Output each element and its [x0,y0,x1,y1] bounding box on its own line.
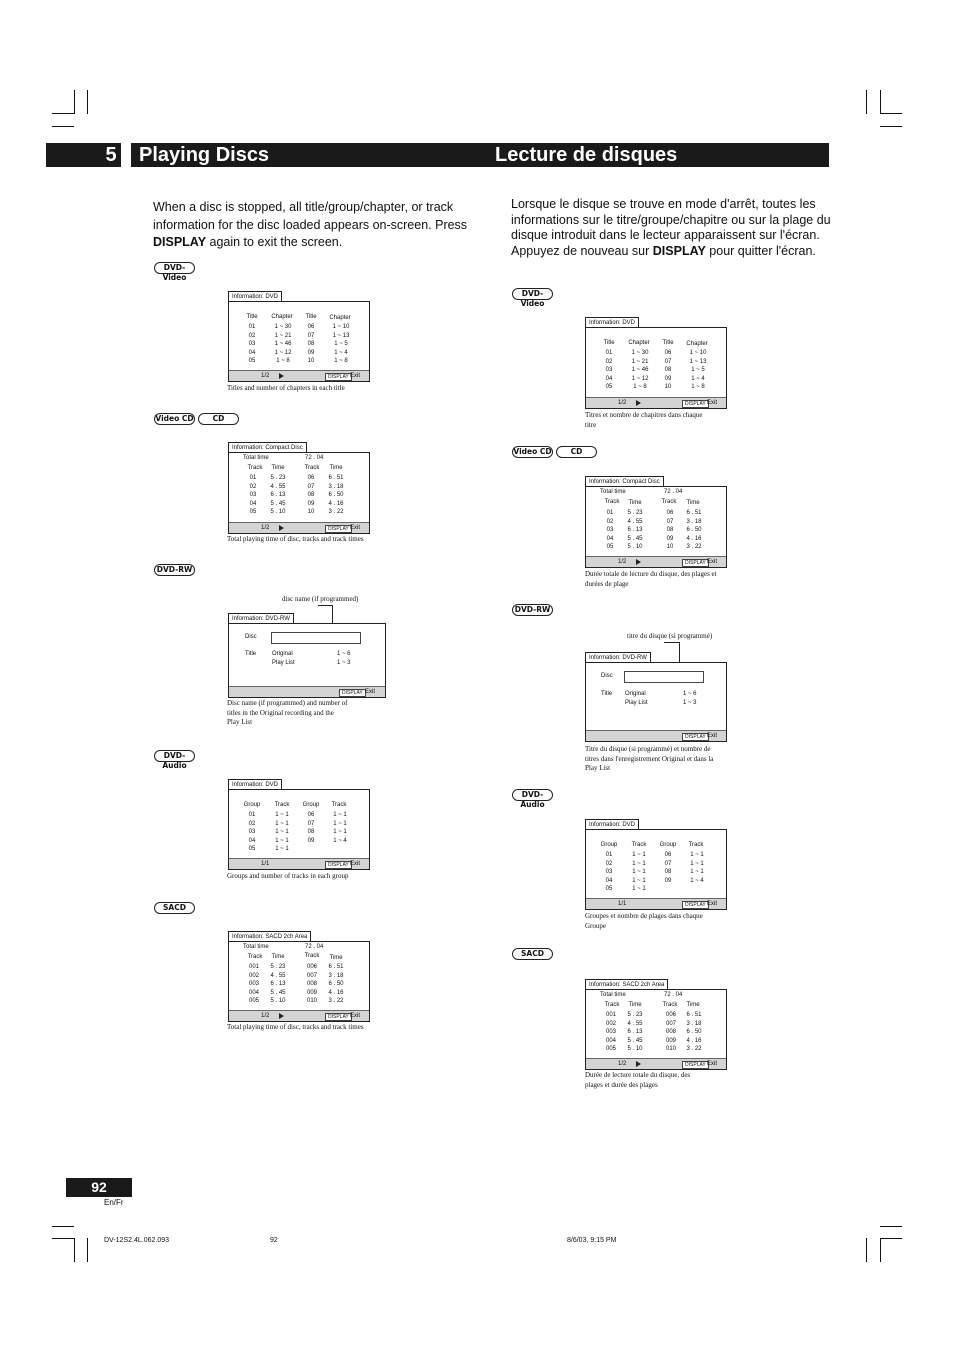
display-button-icon: DISPLAY [325,525,352,533]
crop-mark [52,126,74,127]
crop-mark [74,1238,75,1262]
caption-sacd-en: Total playing time of disc, tracks and track times [227,1023,364,1031]
display-button-icon: DISPLAY [325,373,352,381]
col-header: Group [243,802,261,808]
badge-dvd-video: DVD-Video [512,288,553,300]
col-header: Track [631,842,647,848]
badge-dvd-rw: DVD-RW [512,604,553,616]
col-header: Group [659,842,677,848]
osd-tab: Information: DVD [585,819,639,830]
print-date: 8/6/03, 9:15 PM [567,1237,617,1244]
title-rows-values: 1 ~ 6 1 ~ 3 [683,691,697,706]
col-values: 001 002 003 004 005 [248,964,259,1004]
col-header: Group [302,802,320,808]
col-values: 1 ~ 1 1 ~ 1 1 ~ 1 1 ~ 1 1 ~ 1 [275,812,289,852]
exit-label: Exit [707,733,718,739]
page-indicator: 1/2 [618,559,627,565]
disc-label: Disc [245,634,257,640]
osd-tab: Information: SACD 2ch Area [228,931,311,942]
crop-mark [866,1238,867,1262]
page-indicator: 1/1 [618,901,627,907]
col-values: 01 02 03 04 05 [248,812,256,852]
intro-text-fr: Lorsque le disque se trouve en mode d'arrêt, toutes les informations sur le titre/groupe/chapitre ou sur la plage du disque introduit dans le lecteur apparaissent sur l'écran. Appuyez de nouveau sur DISPLAY pour quitter l'écran. [511,197,831,258]
exit-label: Exit [350,373,361,379]
osd-tab: Information: DVD-RW [585,652,651,663]
col-values: 006 007 008 009 010 [665,1012,676,1052]
col-values: 06 07 08 09 10 [307,475,315,515]
section-title-en: Playing Discs [131,143,487,167]
section-title-fr: Lecture de disques [487,143,829,167]
crop-mark [52,1226,74,1227]
col-values: 06 07 08 09 10 [666,510,674,550]
col-values: 1 ~ 1 1 ~ 1 1 ~ 1 1 ~ 1 1 ~ 1 [632,852,646,892]
title-rows-labels: Original Play List [625,691,648,706]
crop-mark [52,113,74,114]
total-time-label: Total time [243,944,269,950]
header-bar-left [46,143,101,167]
display-button-icon: DISPLAY [682,1061,709,1069]
next-page-icon [636,559,641,565]
col-values: 1 ~ 30 1 ~ 21 1 ~ 46 1 ~ 12 1 ~ 8 [631,350,649,390]
col-header: Track [274,802,290,808]
osd-dvdaudio-panel [585,819,727,909]
page-indicator: 1/2 [618,400,627,406]
disc-name-field [271,632,361,644]
caption-dvd-fr: Titres et nombre de chapitres dans chaque titre [585,411,703,429]
col-header: Track [688,842,704,848]
col-header: Track [331,802,347,808]
col-header: Time [686,500,700,506]
badge-cd: CD [556,446,597,458]
crop-mark [87,1238,88,1262]
col-values: 6 . 51 3 . 18 6 . 50 4 . 16 3 . 22 [686,1012,702,1052]
osd-sacd-panel [585,979,727,1069]
col-header: Track [247,465,263,471]
col-header: Track [604,1002,620,1008]
total-time-label: Total time [243,455,269,461]
col-values: 06 07 08 09 10 [307,324,315,364]
col-header: Track [662,1002,678,1008]
col-header: Track [604,499,620,505]
col-values: 06 07 08 09 10 [664,350,672,390]
col-values: 001 002 003 004 005 [605,1012,616,1052]
page-indicator: 1/1 [261,861,270,867]
title-label: Title [245,651,257,657]
display-button-icon: DISPLAY [682,400,709,408]
next-page-icon [636,400,641,406]
osd-dvdrw-panel [585,652,727,741]
crop-mark [880,1238,881,1262]
badge-sacd: SACD [512,948,553,960]
osd-tab: Information: Compact Disc [228,442,307,453]
badge-dvd-audio: DVD-Audio [154,750,195,762]
col-values: 1 ~ 1 1 ~ 1 1 ~ 1 1 ~ 4 [690,852,704,884]
print-page: 92 [270,1237,278,1244]
caption-cd-en: Total playing time of disc, tracks and track times [227,535,364,543]
next-page-icon [279,525,284,531]
col-header: Track [304,953,320,959]
exit-label: Exit [350,861,361,867]
disc-label: Disc [601,673,613,679]
caption-audio-en: Groups and number of tracks in each group [227,872,349,880]
col-header: Track [304,465,320,471]
display-button-icon: DISPLAY [682,901,709,909]
osd-dvdaudio-panel [228,779,370,869]
caption-rw-en: Disc name (if programmed) and number of titles in the Original recording and the Play List [227,699,348,726]
col-values: 1 ~ 1 1 ~ 1 1 ~ 1 1 ~ 4 [333,812,347,844]
badge-dvd-video: DVD-Video [154,262,195,274]
total-time-label: Total time [600,992,626,998]
col-header: Chapter [271,314,293,320]
exit-label: Exit [350,525,361,531]
title-rows-labels: Original Play List [272,651,295,666]
badge-dvd-audio: DVD-Audio [512,789,553,801]
crop-mark [74,90,75,114]
next-page-icon [279,373,284,379]
exit-label: Exit [350,1013,361,1019]
col-header: Title [603,340,615,346]
disc-name-callout: titre du disque (si programmé) [627,632,713,640]
exit-label: Exit [365,689,376,695]
total-time-value: 72 . 04 [664,992,683,998]
title-rows-values: 1 ~ 6 1 ~ 3 [337,651,351,666]
osd-tab: Information: DVD [228,779,282,790]
osd-tab: Information: Compact Disc [585,476,664,487]
col-values: 1 ~ 10 1 ~ 13 1 ~ 5 1 ~ 4 1 ~ 8 [332,324,350,364]
total-time-value: 72 . 04 [305,944,324,950]
total-time-value: 72 . 04 [664,489,683,495]
display-button-icon: DISPLAY [325,861,352,869]
file-name: DV-12S2.4L.062.093 [104,1237,169,1244]
crop-mark [880,1226,902,1227]
col-values: 5 . 23 4 . 55 6 . 13 5 . 45 5 . 10 [627,510,643,550]
total-time-label: Total time [600,489,626,495]
col-values: 5 . 23 4 . 55 6 . 13 5 . 45 5 . 10 [270,475,286,515]
osd-dvd-panel [228,291,370,381]
crop-mark [880,90,881,114]
col-header: Title [246,314,258,320]
chapter-number: 5 [101,143,121,167]
osd-sacd-panel [228,931,370,1021]
caption-rw-fr: Titre du disque (si programmé) et nombre de titres dans l'enregistrement Original et dans la Play List [585,745,714,772]
col-values: 1 ~ 10 1 ~ 13 1 ~ 5 1 ~ 4 1 ~ 8 [689,350,707,390]
col-header: Time [628,500,642,506]
crop-mark [880,113,902,114]
display-button-icon: DISPLAY [682,559,709,567]
col-values: 01 02 03 04 05 [248,324,256,364]
caption-cd-fr: Durée totale de lecture du disque, des plages et durées de plage [585,570,717,588]
col-header: Track [661,499,677,505]
col-header: Title [305,314,317,320]
caption-dvd-en: Titles and number of chapters in each title [227,384,345,392]
col-header: Title [662,340,674,346]
osd-tab: Information: DVD [585,317,639,328]
col-values: 01 02 03 04 05 [605,350,613,390]
exit-label: Exit [707,1061,718,1067]
crop-mark [866,90,867,114]
page-indicator: 1/2 [261,525,270,531]
osd-dvd-panel [585,317,727,408]
col-values: 6 . 51 3 . 18 6 . 50 4 . 16 3 . 22 [328,964,344,1004]
page-indicator: 1/2 [618,1061,627,1067]
osd-tab: Information: DVD-RW [228,613,294,624]
osd-tab: Information: SACD 2ch Area [585,979,668,990]
callout-line [664,642,679,643]
intro-text-en: When a disc is stopped, all title/group/chapter, or track information for the disc loaded appears on-screen. Press DISPLAY again to exit the screen. [153,200,468,249]
crop-mark [87,90,88,114]
col-values: 06 07 08 09 [664,852,672,884]
osd-dvdrw-panel [228,613,386,698]
display-button-icon: DISPLAY [339,689,366,697]
osd-tab: Information: DVD [228,291,282,302]
page-number-box: 92 [66,1178,132,1197]
crop-mark [52,1238,74,1239]
col-header: Time [271,465,285,471]
osd-cd-panel [228,442,370,533]
col-header: Track [247,954,263,960]
col-values: 5 . 23 4 . 55 6 . 13 5 . 45 5 . 10 [627,1012,643,1052]
caption-audio-fr: Groupes et nombre de plages dans chaque Groupe [585,912,703,930]
next-page-icon [279,1013,284,1019]
page-indicator: 1/2 [261,373,270,379]
badge-cd: CD [198,413,239,425]
col-values: 006 007 008 009 010 [306,964,317,1004]
disc-name-field [624,671,704,683]
display-button-icon: DISPLAY [325,1013,352,1021]
col-header: Time [329,955,343,961]
callout-line [318,605,332,606]
badge-video-cd: Video CD [513,447,552,456]
col-header: Time [628,1002,642,1008]
col-values: 01 02 03 04 05 [606,510,614,550]
badge-video-cd: Video CD [155,414,194,423]
disc-name-callout: disc name (if programmed) [282,595,359,603]
exit-label: Exit [707,400,718,406]
osd-cd-panel [585,476,727,567]
next-page-icon [636,1061,641,1067]
exit-label: Exit [707,901,718,907]
caption-sacd-fr: Durée de lecture totale du disque, des plages et durée des plages [585,1071,691,1089]
col-header: Chapter [686,341,708,347]
title-label: Title [601,691,613,697]
col-values: 6 . 51 3 . 18 6 . 50 4 . 16 3 . 22 [328,475,344,515]
col-header: Chapter [329,315,351,321]
col-values: 5 . 23 4 . 55 6 . 13 5 . 45 5 . 10 [270,964,286,1004]
language-label: En/Fr [104,1198,124,1207]
col-header: Time [271,954,285,960]
page-indicator: 1/2 [261,1013,270,1019]
col-header: Time [686,1002,700,1008]
total-time-value: 72 . 04 [305,455,324,461]
col-values: 6 . 51 3 . 18 6 . 50 4 . 16 3 . 22 [686,510,702,550]
col-values: 01 02 03 04 05 [605,852,613,892]
badge-dvd-rw: DVD-RW [154,564,195,576]
col-values: 06 07 08 09 [307,812,315,844]
badge-sacd: SACD [154,902,195,914]
exit-label: Exit [707,559,718,565]
col-values: 1 ~ 30 1 ~ 21 1 ~ 46 1 ~ 12 1 ~ 8 [274,324,292,364]
col-header: Time [329,465,343,471]
col-header: Group [600,842,618,848]
crop-mark [880,1238,902,1239]
crop-mark [880,126,902,127]
display-button-icon: DISPLAY [682,733,709,741]
col-header: Chapter [628,340,650,346]
col-values: 01 02 03 04 05 [249,475,257,515]
